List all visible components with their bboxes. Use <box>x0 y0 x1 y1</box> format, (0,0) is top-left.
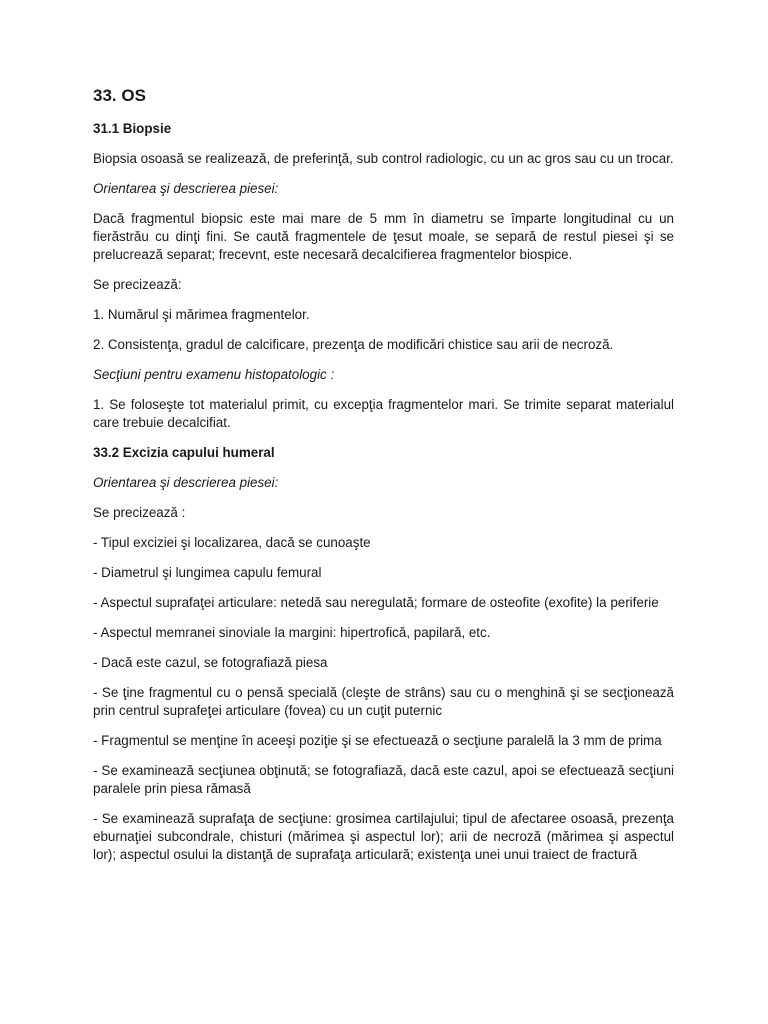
page-title: 33. OS <box>93 86 146 105</box>
list-item: - Aspectul suprafaţei articulare: netedă sau neregulată; formare de osteofite (exofite) la periferie <box>93 595 659 610</box>
list-item: - Dacă este cazul, se fotografiază piesa <box>93 655 328 670</box>
list-item: - Tipul exciziei şi localizarea, dacă se cunoaşte <box>93 535 371 550</box>
list-item: - Se ţine fragmentul cu o pensă specială (cleşte de strâns) sau cu o menghină şi se secţionează prin centrul suprafeţei articulare (fovea) cu un cuţit puternic <box>93 685 674 718</box>
section-heading-biopsie: 31.1 Biopsie <box>93 121 172 136</box>
list-item: - Fragmentul se menţine în aceeşi poziţie şi se efectuează o secţiune paralelă la 3 mm de prima <box>93 733 662 748</box>
section-heading-excizia: 33.2 Excizia capului humeral <box>93 445 275 460</box>
subheading-orientation: Orientarea şi descrierea piesei: <box>93 181 279 196</box>
subheading-orientation: Orientarea şi descrierea piesei: <box>93 475 279 490</box>
list-item: 1. Numărul şi mărimea fragmentelor. <box>93 307 310 322</box>
subheading-sections: Secţiuni pentru examenu histopatologic : <box>93 367 335 382</box>
list-item: 2. Consistenţa, gradul de calcificare, prezenţa de modificări chistice sau arii de necroză. <box>93 337 614 352</box>
paragraph-sections: 1. Se foloseşte tot materialul primit, cu excepţia fragmentelor mari. Se trimite separat materialul care trebuie decalcifiat. <box>93 397 674 430</box>
paragraph-specify: Se precizează : <box>93 505 186 520</box>
paragraph-orientation: Dacă fragmentul biopsic este mai mare de 5 mm în diametru se împarte longitudinal cu un fierăstrău cu dinţi fini. Se caută fragmentele de ţesut moale, se separă de restul piesei şi se prelucrează separat; frecevnt, este necesară decalcifierea fragmentelor biospice. <box>93 211 674 262</box>
list-item: - Aspectul memranei sinoviale la margini: hipertrofică, papilară, etc. <box>93 625 491 640</box>
list-item: - Se examinează secţiunea obţinută; se fotografiază, dacă este cazul, apoi se efectuează secţiuni paralele prin piesa rămasă <box>93 763 674 796</box>
paragraph-intro: Biopsia osoasă se realizează, de preferinţă, sub control radiologic, cu un ac gros sau cu un trocar. <box>93 151 674 166</box>
list-item: - Diametrul şi lungimea capulu femural <box>93 565 322 580</box>
paragraph-specify: Se precizează: <box>93 277 182 292</box>
list-item: - Se examinează suprafaţa de secţiune: grosimea cartilajului; tipul de afectaree osoasă, prezenţa eburnaţiei subcondrale, chisturi (mărimea şi aspectul lor); arii de necroză (mărimea şi aspectul lor); aspectul osului la distanţă de suprafaţa articulară; existenţa unei unui traiect de fractură <box>93 811 674 862</box>
